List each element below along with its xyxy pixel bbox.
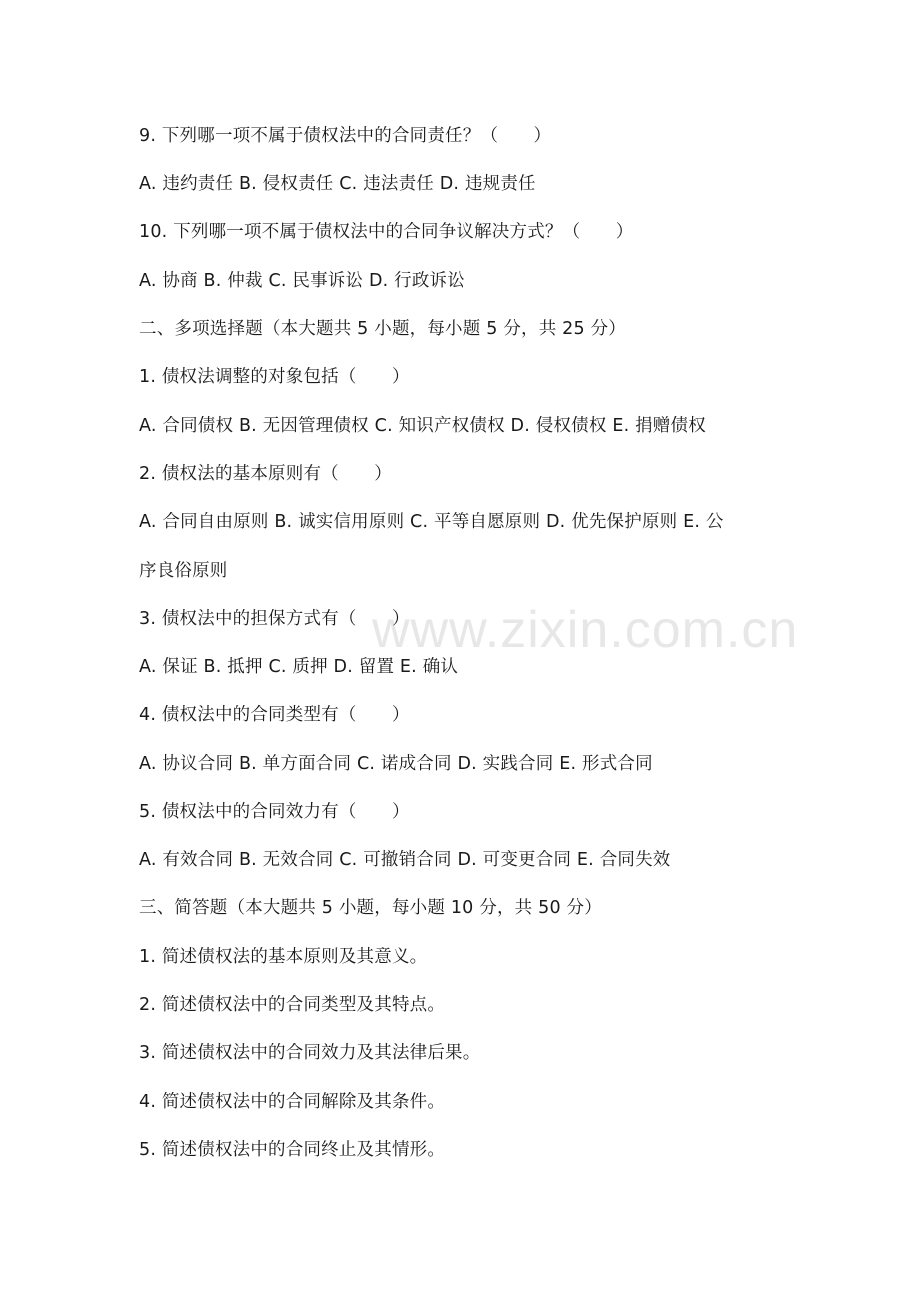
mc-question-2-options-cont: 序良俗原则 bbox=[139, 561, 228, 581]
mc-question-1-options: A. 合同债权 B. 无因管理债权 C. 知识产权债权 D. 侵权债权 E. 捐赠债权 bbox=[139, 416, 706, 436]
mc-question-5-options: A. 有效合同 B. 无效合同 C. 可撤销合同 D. 可变更合同 E. 合同失效 bbox=[139, 850, 671, 870]
question-9: 9. 下列哪一项不属于债权法中的合同责任？（ ） bbox=[139, 126, 552, 146]
watermark-text: www.zixin.com.cn bbox=[372, 601, 799, 659]
question-10: 10. 下列哪一项不属于债权法中的合同争议解决方式？（ ） bbox=[139, 222, 634, 242]
sa-question-2: 2. 简述债权法中的合同类型及其特点。 bbox=[139, 995, 446, 1015]
sa-question-5: 5. 简述债权法中的合同终止及其情形。 bbox=[139, 1140, 446, 1160]
mc-question-1: 1. 债权法调整的对象包括（ ） bbox=[139, 367, 410, 387]
sa-question-4: 4. 简述债权法中的合同解除及其条件。 bbox=[139, 1092, 446, 1112]
mc-question-2: 2. 债权法的基本原则有（ ） bbox=[139, 464, 392, 484]
sa-question-3: 3. 简述债权法中的合同效力及其法律后果。 bbox=[139, 1043, 481, 1063]
question-9-options: A. 违约责任 B. 侵权责任 C. 违法责任 D. 违规责任 bbox=[139, 174, 536, 194]
mc-question-5: 5. 债权法中的合同效力有（ ） bbox=[139, 802, 410, 822]
mc-question-2-options: A. 合同自由原则 B. 诚实信用原则 C. 平等自愿原则 D. 优先保护原则 E. 公 bbox=[139, 512, 724, 532]
section-heading-short-answer: 三、简答题（本大题共 5 小题，每小题 10 分，共 50 分） bbox=[139, 898, 602, 918]
mc-question-4: 4. 债权法中的合同类型有（ ） bbox=[139, 705, 410, 725]
question-10-options: A. 协商 B. 仲裁 C. 民事诉讼 D. 行政诉讼 bbox=[139, 271, 465, 291]
sa-question-1: 1. 简述债权法的基本原则及其意义。 bbox=[139, 947, 428, 967]
section-heading-multiple-choice: 二、多项选择题（本大题共 5 小题，每小题 5 分，共 25 分） bbox=[139, 319, 627, 339]
mc-question-3: 3. 债权法中的担保方式有（ ） bbox=[139, 609, 410, 629]
mc-question-4-options: A. 协议合同 B. 单方面合同 C. 诺成合同 D. 实践合同 E. 形式合同 bbox=[139, 754, 653, 774]
mc-question-3-options: A. 保证 B. 抵押 C. 质押 D. 留置 E. 确认 bbox=[139, 657, 459, 677]
